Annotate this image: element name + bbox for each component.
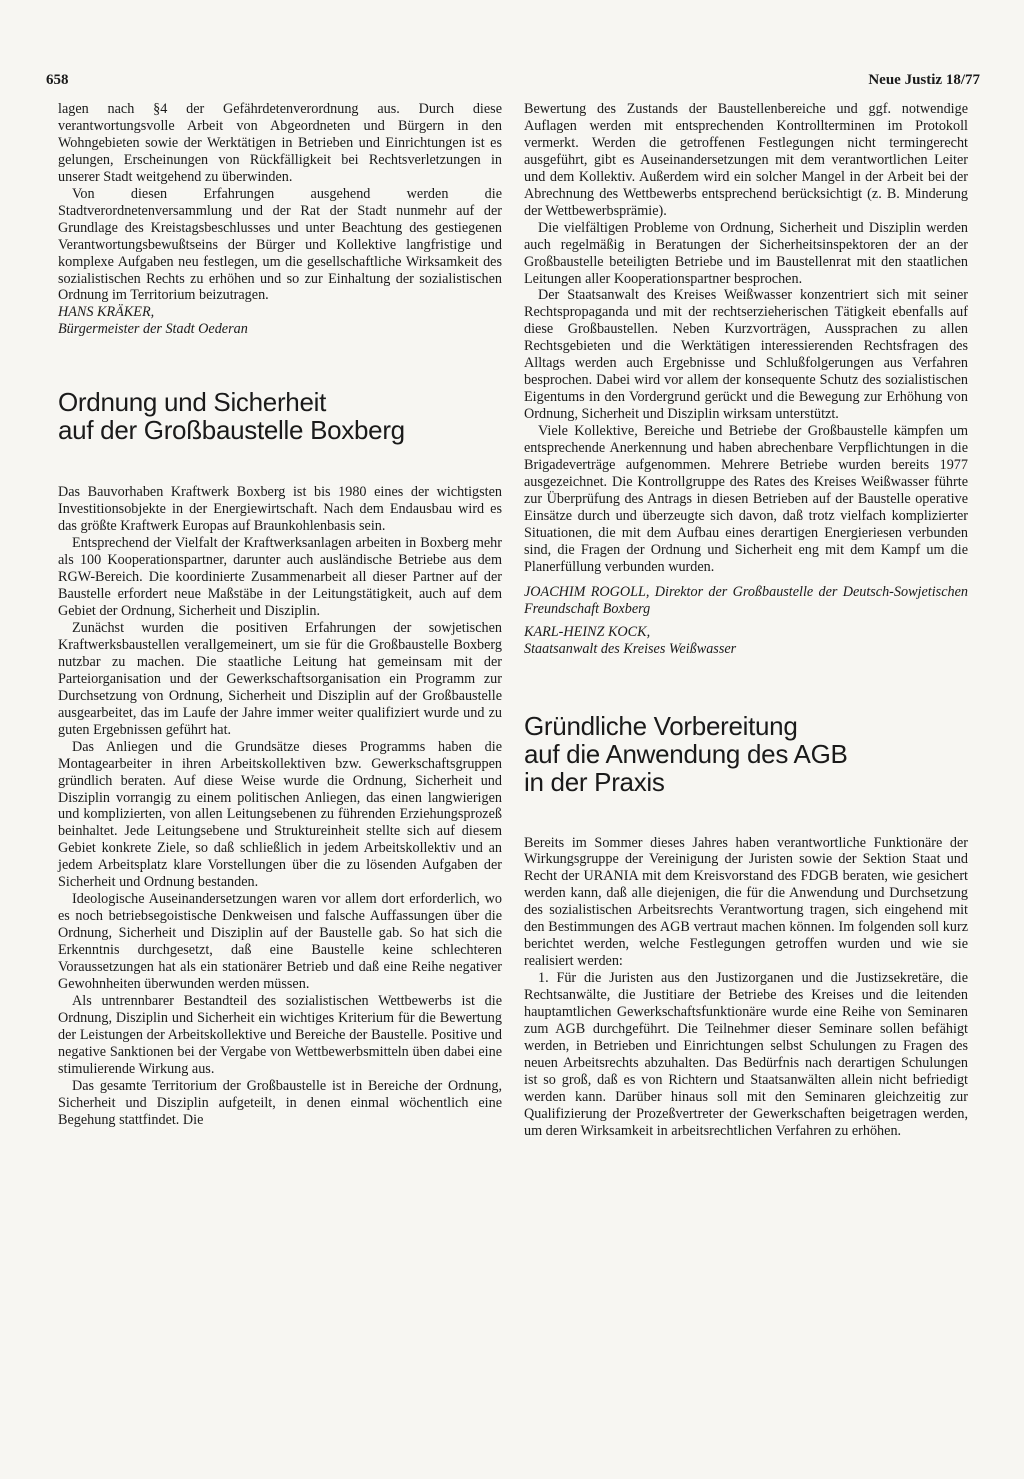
signature-name: JOACHIM ROGOLL, [524,583,650,600]
paragraph: Zunächst wurden die positiven Erfahrungen der sowjetischen Kraftwerksbaustellen verallgemeinert, um sie für die Großbaustelle Boxberg nutzbar zu machen. Die staatliche Leitung hat gemeinsam mit der Parteiorganisation und der Gewerkschaftsorganisation ein Programm zur Durchsetzung von Ordnung, Sicherheit und Disziplin auf der Großbaustelle ausgearbeitet, das im Laufe der Jahre immer weiter qualifiziert wurde und zu guten Ergebnissen geführt hat. [58,619,502,738]
article-title [58,388,502,444]
paragraph: lagen nach §4 der Gefährdetenverordnung aus. Durch diese verantwortungsvolle Arbeit von Abgeordneten und Bürgern in den Wohngebieten sowie der Werktätigen in Betrieben und Einrichtungen ist es gelungen, Erscheinungen von Rückfälligkeit bei Rechtsverletzungen in unserer Stadt weitgehend zu überwinden. [58,101,502,185]
page-number: 658 [46,72,69,88]
signature-role: Bürgermeister der Stadt Oederan [58,321,248,338]
article-title-line: in der Praxis [524,766,665,797]
article-title-line: Ordnung und Sicherheit [58,387,327,418]
signature-role: Staatsanwalt des Kreises Weißwasser [524,640,737,657]
article-title-line: Gründliche Vorbereitung [524,710,798,741]
paragraph: Der Staatsanwalt des Kreises Weißwasser konzentriert sich mit seiner Rechtspropaganda und mit der rechtserzieherischen Tätigkeit ebenfalls auf diese Großbaustellen. Neben Kurzvorträgen, Aussprachen zu allen Rechtsgebieten und die Werktätigen interessierenden Rechtsfragen des Alltags werden auch Ergebnisse und Schlußfolgerungen aus Verfahren besprochen. Dabei wird vor allem der konsequente Schutz des sozialistischen Eigentums in den Vordergrund gerückt und die Bewegung zur Erhöhung von Ordnung, Sicherheit und Disziplin wirksam unterstützt. [524,287,968,423]
paragraph: Bereits im Sommer dieses Jahres haben verantwortliche Funktionäre der Wirkungsgruppe der Vereinigung der Juristen sowie der Sektion Staat und Recht der URANIA mit dem Kreisvorstand des FDGB beraten, wie gesichert werden kann, daß alle diejenigen, die für die Anwendung und Durchsetzung des sozialistischen Arbeitsrechts Verantwortung tragen, sich eingehend mit den Bestimmungen des AGB vertraut machen können. Im folgenden soll kurz berichtet werden, welche Festlegungen getroffen wurden und wie sie realisiert werden: [524,834,968,970]
journal-issue: Neue Justiz 18/77 [868,72,980,88]
article-title-line: auf der Großbaustelle Boxberg [58,415,405,446]
running-header [46,72,980,94]
article-title [524,712,968,796]
paragraph: Als untrennbarer Bestandteil des sozialistischen Wettbewerbs ist die Ordnung, Disziplin und Sicherheit ein wichtiges Kriterium für die Bewertung der Leistungen der Arbeitskollektive und Bereiche der Baustelle. Positive und negative Sanktionen bei der Vergabe von Wettbewerbsmitteln üben dabei eine stimulierende Wirkung aus. [58,992,502,1077]
paragraph: Die vielfältigen Probleme von Ordnung, Sicherheit und Disziplin werden auch regelmäßig in Beratungen der Sicherheitsinspektoren der an der Großbaustelle beteiligten Betriebe und im Baustellenrat mit den staatlichen Leitungen aller Kooperationspartner besprochen. [524,219,968,287]
signature-name: HANS KRÄKER, [58,304,155,321]
signature-block [524,584,968,618]
paragraph: Das Bauvorhaben Kraftwerk Boxberg ist bis 1980 eines der wichtigsten Investitionsobjekte in der Energiewirtschaft. Nach dem Endausbau wird es das größte Kraftwerk Europas auf Braunkohlenbasis sein. [58,484,502,535]
right-column [524,101,968,1140]
signature-name: KARL-HEINZ KOCK, [524,623,651,640]
left-column [58,101,502,1129]
paragraph: 1. Für die Juristen aus den Justizorganen und die Justizsekretäre, die Rechtsanwälte, die Justitiare der Betriebe des Kreises und die leitenden hauptamtlichen Gewerkschaftsfunktionäre wurde eine Reihe von Seminaren zum AGB durchgeführt. Die Teilnehmer dieser Seminare sollen befähigt werden, in Betrieben und Einrichtungen selbst Schulungen zu Fragen des neuen Arbeitsrechts abzuhalten. Das Bedürfnis nach derartigen Schulungen ist so groß, daß es von Richtern und Staatsanwälten allein nicht befriedigt werden kann. Darüber hinaus soll mit den Seminaren gleichzeitig zur Qualifizierung der Prozeßvertreter der Gewerkschaften beigetragen werden, um deren Wirksamkeit in arbeitsrechtlichen Verfahren zu erhöhen. [524,970,968,1139]
paragraph: Entsprechend der Vielfalt der Kraftwerksanlagen arbeiten in Boxberg mehr als 100 Kooperationspartner, darunter auch ausländische Betriebe aus dem RGW-Bereich. Die koordinierte Zusammenarbeit all dieser Partner auf der Baustelle erfordert neue Maßstäbe in der Leitungstätigkeit, auch auf dem Gebiet der Ordnung, Sicherheit und Disziplin. [58,535,502,620]
paragraph: Das Anliegen und die Grundsätze dieses Programms haben die Montagearbeiter in ihren Arbeitskollektiven bzw. Gewerkschaftsgruppen gründlich beraten. Auf diese Weise wurde die Ordnung, Sicherheit und Disziplin vorrangig zu einem politischen Anliegen, das einen langwierigen und komplizierten, von allen Leitungsebenen zu führenden Erziehungsprozeß beinhaltet. Jede Leitungsebene und Struktureinheit stellte sich auf diesem Gebiet konkrete Ziele, so daß schließlich in jedem Arbeitskollektiv und an jedem Arbeitsplatz klare Vorstellungen über die zu lösenden Aufgaben der Sicherheit und Ordnung bestanden. [58,738,502,891]
paragraph: Das gesamte Territorium der Großbaustelle ist in Bereiche der Ordnung, Sicherheit und Disziplin aufgeteilt, in denen einmal wöchentlich eine Begehung stattfindet. Die [58,1077,502,1128]
paragraph: Von diesen Erfahrungen ausgehend werden die Stadtverordnetenversammlung und der Rat der Stadt nunmehr auf der Grundlage des Kreistagsbeschlusses und unter Beachtung des gestiegenen Verantwortungsbewußtseins der Bürger und Kollektive langfristige und komplexe Aufgaben neu festlegen, um die gesellschaftliche Wirksamkeit des sozialistischen Rechts zu erhöhen und so zur Einhaltung der sozialistischen Ordnung im Territorium beizutragen. [58,185,502,304]
paragraph: Ideologische Auseinandersetzungen waren vor allem dort erforderlich, wo es noch betriebsegoistische Denkweisen und falsche Auffassungen über die Ordnung, Sicherheit und Disziplin auf der Baustelle gab. So hat sich die Erkenntnis durchgesetzt, daß eine Baustelle keine schlechteren Voraussetzungen hat als ein stationärer Betrieb und daß eine Reihe negativer Gewohnheiten überwunden werden müssen. [58,891,502,992]
article-title-line: auf die Anwendung des AGB [524,738,848,769]
paragraph: Viele Kollektive, Bereiche und Betriebe der Großbaustelle kämpfen um entsprechende Anerkennung und haben abrechenbare Verpflichtungen in die Brigadeverträge aufgenommen. Mehrere Betriebe wurden bereits 1977 ausgezeichnet. Die Kontrollgruppe des Rates des Kreises Weißwasser führte zur Überprüfung des Antrags in diesen Betrieben auf der Baustelle operative Einsätze durch und überzeugte sich davon, daß trotz vielfach komplizierter Situationen, die mit dem Aufbau eines derartigen Energieriesen verbunden sind, die Fragen der Ordnung und Sicherheit eng mit dem Kampf um die Planerfüllung verbunden wurden. [524,423,968,575]
paragraph: Bewertung des Zustands der Baustellenbereiche und ggf. notwendige Auflagen werden mit entsprechenden Kontrollterminen im Protokoll vermerkt. Werden die getroffenen Festlegungen nicht termingerecht ausgeführt, gibt es Auseinandersetzungen mit dem verantwortlichen Leiter und dem Kollektiv. Außerdem wird ein solcher Mangel in der Arbeit bei der Abrechnung des Wettbewerbs entsprechend berücksichtigt (z. B. Minderung der Wettbewerbsprämie). [524,101,968,219]
signature-role: Direktor der Großbaustelle der Deutsch-Sowjetischen Freundschaft Boxberg [524,583,968,617]
